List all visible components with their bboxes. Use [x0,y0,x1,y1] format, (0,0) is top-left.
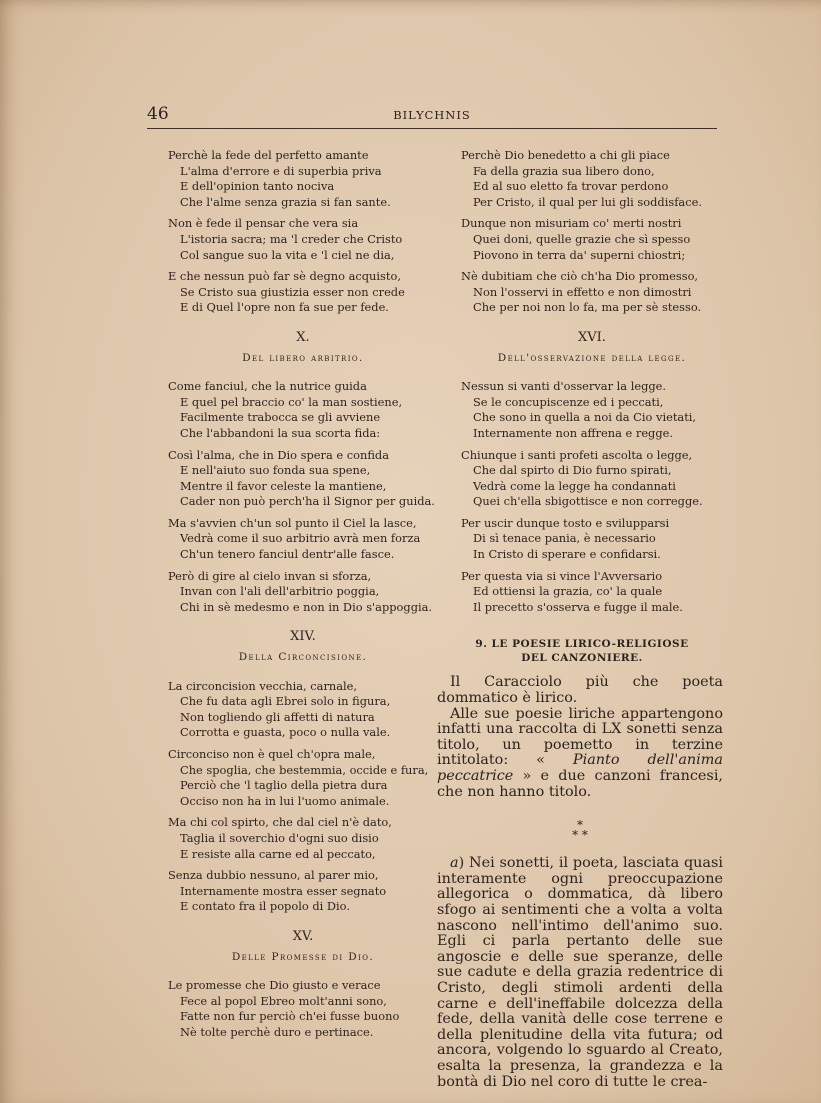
list-label: a [450,855,459,872]
verse-line: Invan con l'ali dell'arbitrio poggia, [180,584,380,599]
verse-line: Vedrà come il suo arbitrio avrà men forza [180,531,421,546]
verse-line: Ma s'avvien ch'un sol punto il Ciel la lasce, [168,515,417,530]
stanza [168,216,438,263]
verse-line: Cader non può perch'ha il Signor per guida. [180,494,435,509]
verse-line: Il precetto s'osserva e fugge il male. [473,599,683,614]
verse-line: Vedrà come la legge ha condannati [473,478,676,493]
stanza [461,216,723,263]
verse-line: Per uscir dunque tosto e svilupparsi [461,515,670,530]
verse-line: Dunque non misuriam co' merti nostri [461,216,682,231]
stanza [461,516,723,563]
verse-line: Nè dubitiam che ciò ch'ha Dio promesso, [461,269,699,284]
stanza [168,269,438,316]
stanza [461,269,723,316]
verse-line: Fece al popol Ebreo molt'anni sono, [180,993,387,1008]
verse-line: Occiso non ha in lui l'uomo animale. [180,793,390,808]
stanza [168,148,438,210]
section-number: XIV. [290,629,316,645]
verse-line: La circoncision vecchia, carnale, [168,678,358,693]
verse-line: Nè tolte perchè duro e pertinace. [180,1024,374,1039]
paragraph [437,856,723,1090]
verse-line: E resiste alla carne ed al peccato, [180,846,376,861]
stanza [461,148,723,210]
verse-line: E di Quel l'opre non fa sue per fede. [180,300,389,315]
section-title: Dell'osservazione della legge. [497,351,687,364]
section-number: XVI. [578,329,606,345]
verse-line: Quei ch'ella sbigottisce e non corregge. [473,494,703,509]
verse-line: Che sono in quella a noi da Cio vietati, [473,410,697,425]
verse-line: Non l'osservi in effetto e non dimostri [473,284,692,299]
verse-line: Fa della grazia sua libero dono, [473,163,655,178]
right-intro-poem [461,148,723,316]
running-header [147,104,717,129]
verse-line: Se le concupiscenze ed i peccati, [473,394,664,409]
verse-line: E quel pel braccio co' la man sostiene, [180,394,403,409]
verse-line: Nessun si vanti d'osservar la legge. [461,379,667,394]
verse-line: In Cristo di sperare e confidarsi. [473,547,661,562]
sonnet-xvi [461,330,723,616]
verse-line: Chi in sè medesmo e non in Dio s'appoggia. [180,599,433,614]
stanza [168,679,438,741]
verse-line: Perchè Dio benedetto a chi gli piace [461,148,670,162]
verse-line: Come fanciul, che la nutrice guida [168,379,367,394]
verse-line: Ma chi col spirto, che dal ciel n'è dato, [168,815,392,830]
verse-line: Taglia il soverchio d'ogni suo disio [180,830,379,845]
running-title: BILYCHNIS [393,108,471,122]
verse-line: L'alma d'errore e di superbia priva [180,163,382,178]
prose-intro [437,675,723,800]
stanza [168,569,438,616]
verse-line: Così l'alma, che in Dio spera e confida [168,447,390,462]
verse-line: Chiunque i santi profeti ascolta o legge, [461,447,693,462]
verse-line: Che l'abbandoni la sua scorta fida: [180,425,381,440]
section-title: Delle Promesse di Dio. [231,950,375,963]
verse-line: Che l'alme senza grazia si fan sante. [180,194,391,209]
verse-line: E dell'opinion tanto nociva [180,179,335,194]
verse-line: E nell'aiuto suo fonda sua spene, [180,463,371,478]
stanza [461,569,723,616]
poem-title-italic: Pianto dell'anima peccatrice [437,752,724,784]
verse-line: Internamente mostra esser segnato [180,883,387,898]
paragraph-text: ) Nei sonetti, il poeta, lasciata quasi interamente ogni preoccupazione allegorica o dommatica, dà libero sfogo ai sentimenti che a volta a volta nascono nell'intimo dell'animo suo. Egli ci parla pertanto delle sue angoscie e delle sue speranze, delle sue cadute e della grazia redentrice di Cristo, degli stimoli ardenti della carne e dell'ineffabile dolcezza della fede, della vanità delle cose terrene e della plenitudine della vita futura; od ancora, volgendo lo sguardo al Creato, esalta la presenza, la grandezza e la bontà di Dio nel coro di tutte le crea- [437,855,723,1090]
verse-line: Se Cristo sua giustizia esser non crede [180,284,405,299]
stanza [168,815,438,862]
verse-line: Per Cristo, il qual per lui gli soddisface. [473,194,702,209]
left-intro-poem [168,148,438,316]
verse-line: Internamente non affrena e regge. [473,425,674,440]
sonnet-xiv [168,629,438,915]
verse-line: L'istoria sacra; ma 'l creder che Cristo [180,231,403,246]
paragraph: Il Caracciolo più che poeta dommatico è lirico. [437,674,723,707]
verse-line: Facilmente trabocca se gli avviene [180,410,381,425]
verse-line: Senza dubbio nessuno, al parer mio, [168,868,379,883]
verse-line: E che nessun può far sè degno acquisto, [168,269,401,284]
asterism-bottom: * * [572,828,588,843]
chapter-heading [441,637,723,665]
verse-line: E contato fra il popolo di Dio. [180,899,350,914]
verse-line: Non è fede il pensar che vera sia [168,216,359,231]
verse-line: Però di gire al cielo invan si sforza, [168,568,372,583]
verse-line: Che dal spirto di Dio furno spirati, [473,463,672,478]
stanza [168,448,438,510]
verse-line: Ed al suo eletto fa trovar perdono [473,179,669,194]
verse-line: Ed ottiensi la grazia, co' la quale [473,584,663,599]
paragraph-text: » e due canzoni francesi, che non hanno titolo. [437,768,723,800]
left-column [168,148,438,1047]
section-title: Del libero arbitrio. [242,351,364,364]
stanza [461,448,723,510]
verse-line: Perciò che 'l taglio della pietra dura [180,778,388,793]
right-column [437,148,724,1090]
verse-line: Fatte non fur perciò ch'ei fusse buono [180,1009,400,1024]
chapter-heading-line: 9. LE POESIE LIRICO-RELIGIOSE [475,638,689,651]
stanza [461,379,723,441]
verse-line: Piovono in terra da' superni chiostri; [473,247,686,262]
verse-line: Le promesse che Dio giusto e verace [168,978,381,993]
verse-line: Non togliendo gli affetti di natura [180,709,375,724]
stanza [168,516,438,563]
stanza [168,978,438,1040]
asterism-divider [437,818,723,843]
verse-line: Mentre il favor celeste la mantiene, [180,478,387,493]
verse-line: Col sangue suo la vita e 'l ciel ne dia, [180,247,395,262]
paragraph-text: Alle sue poesie liriche appartengono infatti una raccolta di LX sonetti senza titolo, un poemetto in terzine intitolato: « [437,705,723,769]
sonnet-xv [168,929,438,1041]
verse-line: Quei doni, quelle grazie che sì spesso [473,231,691,246]
verse-line: Che per noi non lo fa, ma per sè stesso. [473,300,702,315]
verse-line: Per questa via si vince l'Avversario [461,568,663,583]
verse-line: Che fu data agli Ebrei solo in figura, [180,694,391,709]
asterism-top: * [577,818,583,833]
stanza [168,868,438,915]
sonnet-x [168,330,438,616]
verse-line: Perchè la fede del perfetto amante [168,148,369,162]
section-number: X. [296,329,310,345]
section-number: XV. [292,928,314,944]
prose-sonnets [437,856,723,1090]
section-title: Della Circoncisione. [238,651,368,664]
stanza [168,379,438,441]
verse-line: Circonciso non è quel ch'opra male, [168,747,376,761]
page-number: 46 [147,104,169,124]
verse-line: Ch'un tenero fanciul dentr'alle fasce. [180,547,395,562]
verse-line: Che spoglia, che bestemmia, occide e fura, [180,762,429,777]
paragraph [437,707,723,801]
stanza [168,747,438,809]
verse-line: Corrotta e guasta, poco o nulla vale. [180,725,391,740]
verse-line: Di sì tenace pania, è necessario [473,531,656,546]
chapter-heading-line: DEL CANZONIERE. [521,652,643,665]
